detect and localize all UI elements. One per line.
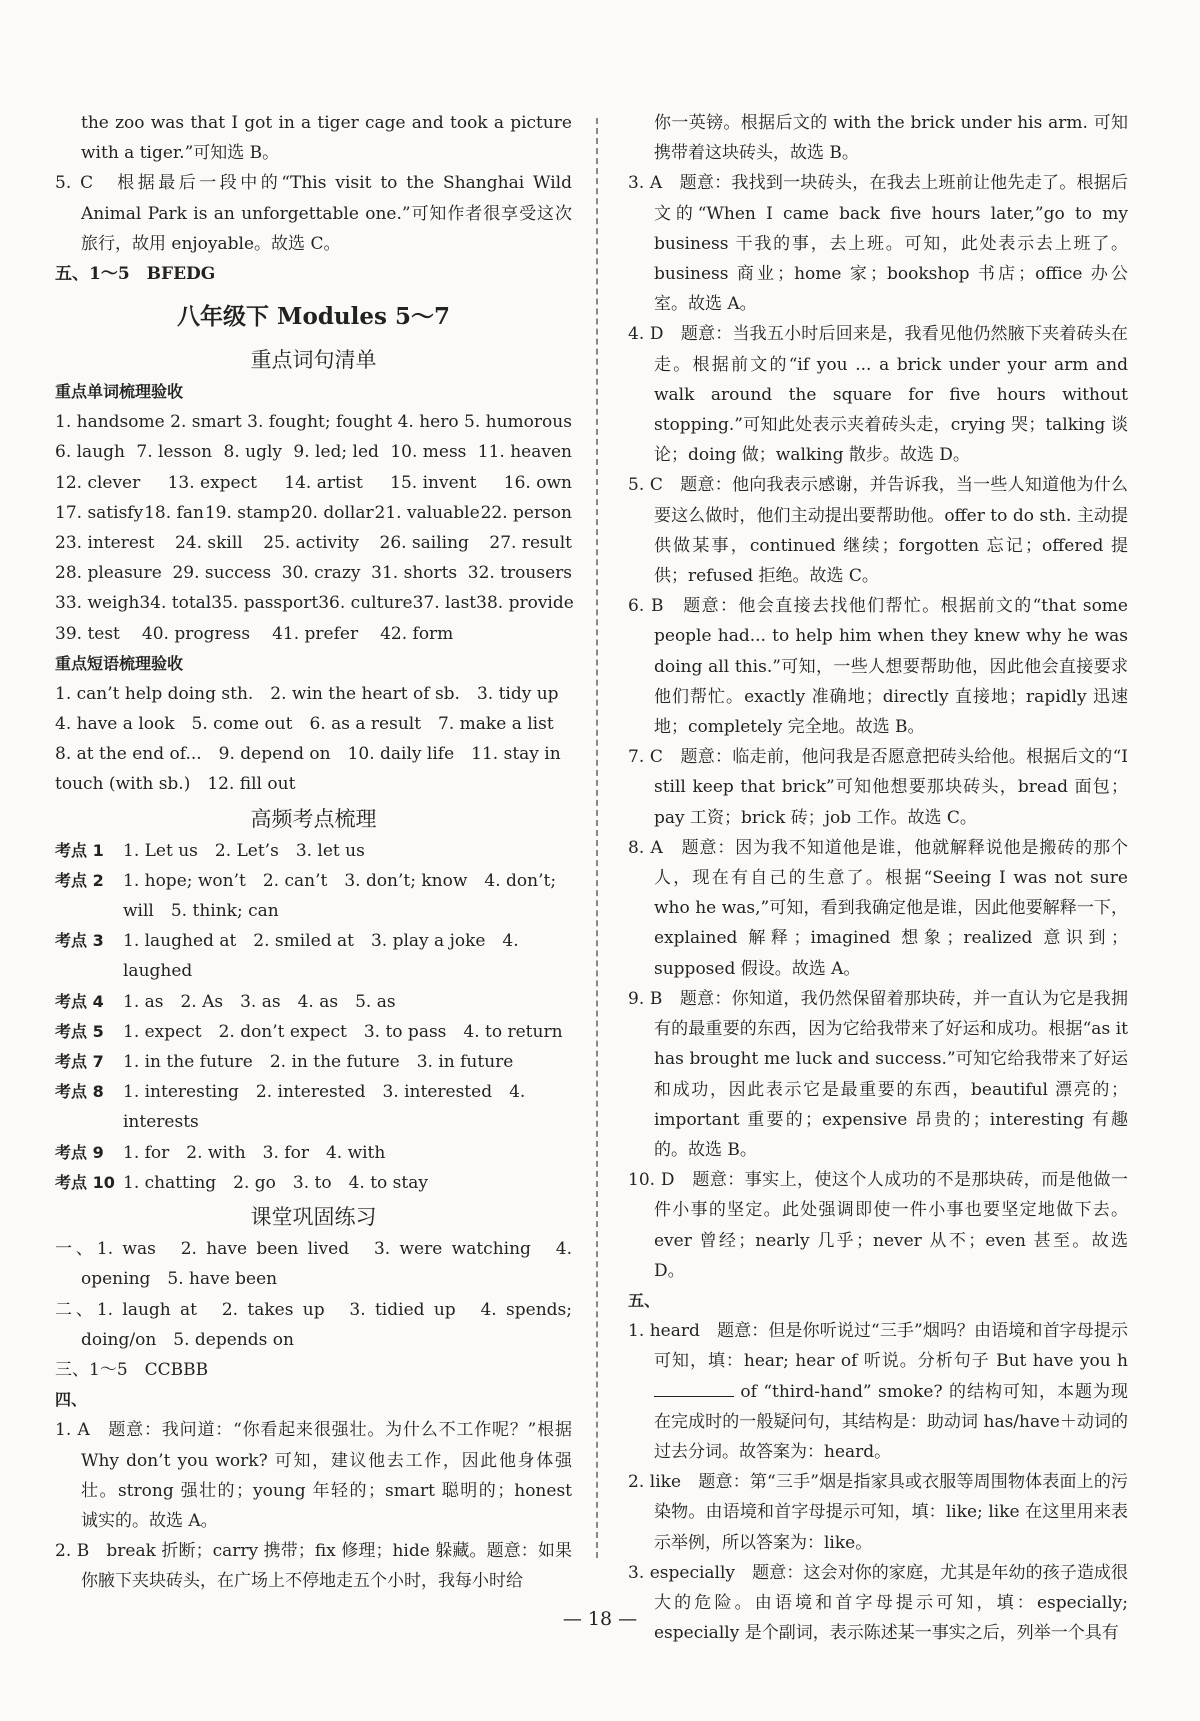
vocab-item: 27. result [489,533,572,554]
vocab-item: 18. fan [144,502,204,523]
section-title-vocab-phrases: 重点词句清单 [250,348,377,373]
part-four-heading: 四、 [55,1390,88,1410]
key-point-row [55,836,572,866]
key-point-answers: 1. as 2. As 3. as 4. as 5. as [123,991,396,1012]
practice-line: 二、1. laugh at 2. takes up 3. tidied up 4. spends; doing/on 5. depends on [55,1299,572,1350]
vocab-item: 32. trousers [467,563,572,584]
vocab-item: 13. expect [167,472,257,493]
key-point-row [55,1047,572,1077]
key-point-answers: 1. chatting 2. go 3. to 4. to stay [123,1172,428,1193]
key-point-label: 考点 1 [55,840,104,860]
vocab-item: 15. invent [390,472,477,493]
vocab-row [55,558,572,588]
vocab-item: 39. test [55,623,120,644]
vocab-item: 10. mess [390,442,467,463]
vocab-item: 14. artist [284,472,363,493]
section-title-practice: 课堂巩固练习 [250,1205,377,1230]
answer-item: 3. A 题意：我找到一块砖头，在我去上班前让他先走了。根据后文的“When I came back five hours later,”go to my business 干我的事，去上班。可知，此处表示去上班了。business 商业；home 家；bookshop 书店；office 办公室。故选 A。 [628,173,1128,315]
vocab-item: 40. progress [141,623,251,644]
vocab-item: 25. activity [263,533,360,554]
practice-line: 三、1～5 CCBBB [55,1359,209,1380]
vocab-item: 11. heaven [477,442,572,463]
phrase-line: 4. have a look 5. come out 6. as a result 7. make a list [55,714,554,735]
vocab-item: 5. humorous [464,412,572,433]
key-point-answers: 1. for 2. with 3. for 4. with [123,1142,386,1163]
vocab-list [55,407,572,649]
vocab-row [55,588,572,618]
intro-line-2: 5. C 根据最后一段中的“This visit to the Shanghai Wild Animal Park is an unforgettable one.”可知作者很享受这次旅行，故用 enjoyable。故选 C。 [55,173,572,254]
vocab-item: 7. lesson [136,442,213,463]
key-point-row [55,1077,572,1137]
answer-list [628,168,1128,1286]
vocab-item: 37. last [412,593,477,614]
key-point-answers: 1. Let us 2. Let’s 3. let us [123,840,365,861]
key-point-row [55,1017,572,1047]
left-column [55,108,572,1597]
vocab-item: 35. passport [211,593,319,614]
answer-item: 7. C 题意：临走前，他问我是否愿意把砖头给他。根据后文的“I still keep that brick”可知他想要那块砖头，bread 面包；pay 工资；brick 砖；job 工作。故选 C。 [628,747,1128,828]
phrase-line: touch (with sb.) 12. fill out [55,774,296,795]
vocab-item: 31. shorts [371,563,458,584]
phrase-subtitle: 重点短语梳理验收 [55,653,184,673]
vocab-item: 17. satisfy [55,502,144,523]
vocab-item: 19. stamp [204,502,290,523]
key-point-label: 考点 4 [55,991,104,1011]
column-divider [596,118,598,1558]
vocab-item: 4. hero [397,412,459,433]
answer-text: 1. heard 题意：但是你听说过“三手”烟吗？由语境和首字母提示可知，填：hear; hear of 听说。分析句子 But have you h [628,1321,1128,1372]
answer-item: 5. C 题意：他向我表示感谢，并告诉我，当一些人知道他为什么要这么做时，他们主动提出要帮助他。offer to do sth. 主动提供做某事，continued 继续；forgotten 忘记；offered 提供；refused 拒绝。故选 C。 [628,475,1128,587]
vocab-item: 28. pleasure [55,563,162,584]
vocab-item: 38. provide [476,593,574,614]
answer-item: 6. B 题意：他会直接去找他们帮忙。根据前文的“that some people had... to help him when they knew why he was doing all this.”可知，一些人想要帮助他，因此他会直接要求他们帮忙。exactly 准确地；directly 直接地；rapidly 迅速地；completely 完全地。故选 B。 [628,596,1128,738]
vocab-item: 3. fought; fought [247,412,393,433]
key-point-label: 考点 10 [55,1172,115,1192]
vocab-item: 42. form [380,623,454,644]
key-points-list [55,836,572,1198]
answer-item [628,1316,1128,1467]
answer-item: 2. B break 折断；carry 携带；fix 修理；hide 躲藏。题意：如果你腋下夹块砖头，在广场上不停地走五个小时，我每小时给 [55,1541,572,1592]
section-title-key-points: 高频考点梳理 [250,806,377,831]
vocab-item: 1. handsome [55,412,165,433]
phrase-line: 8. at the end of... 9. depend on 10. daily life 11. stay in [55,744,561,765]
vocab-item: 21. valuable [374,502,480,523]
vocab-item: 22. person [480,502,572,523]
phrase-line: 1. can’t help doing sth. 2. win the heart of sb. 3. tidy up [55,683,559,704]
right-column [628,108,1128,1648]
chapter-title: 八年级下 Modules 5～7 [177,303,450,331]
vocab-item: 26. sailing [379,533,469,554]
vocab-item: 29. success [172,563,272,584]
key-point-row [55,987,572,1017]
answer-item: 2. like 题意：第“三手”烟是指家具或衣服等周围物体表面上的污染物。由语境和首字母提示可知，填：like; like 在这里用来表示举例，所以答案为：like。 [628,1472,1128,1553]
answer-item: 10. D 题意：事实上，使这个人成功的不是那块砖，而是他做一件小事的坚定。此处强调即使一件小事也要坚定地做下去。ever 曾经；nearly 几乎；never 从不；even 甚至。故选 D。 [628,1170,1128,1281]
key-point-row [55,1168,572,1198]
key-point-label: 考点 2 [55,870,104,890]
vocab-item: 30. crazy [281,563,361,584]
answer-item: 8. A 题意：因为我不知道他是谁，他就解释说他是搬砖的那个人，现在有自己的生意了。根据“Seeing I was not sure who he was,”可知，看到我确定他是谁，因此他要解释一下，explained 解释；imagined 想象；realized 意识到；supposed 假设。故选 A。 [628,837,1128,979]
key-point-answers: 1. hope; won’t 2. can’t 3. don’t; know 4. don’t; will 5. think; can [123,870,557,922]
vocab-item: 12. clever [55,472,141,493]
vocab-row [55,437,572,467]
key-point-row [55,1138,572,1168]
vocab-item: 6. laugh [55,442,125,463]
vocab-item: 34. total [139,593,212,614]
key-point-answers: 1. in the future 2. in the future 3. in future [123,1052,514,1073]
vocab-item: 2. smart [170,412,242,433]
vocab-item: 36. culture [318,593,413,614]
answer-item: 1. A 题意：我问道：“你看起来很强壮。为什么不工作呢？”根据 Why don’t you work? 可知，建议他去工作，因此他身体强壮。strong 强壮的；young 年轻的；smart 聪明的；honest 诚实的。故选 A。 [55,1420,572,1531]
key-point-label: 考点 7 [55,1052,104,1072]
key-point-label: 考点 8 [55,1082,104,1102]
answer-item: 9. B 题意：你知道，我仍然保留着那块砖，并一直认为它是我拥有的最重要的东西，因为它给我带来了好运和成功。根据“as it has brought me luck and success.”可知它给我带来了好运和成功，因此表示它是最重要的东西，beautiful 漂亮的；important 重要的；expensive 昂贵的；interesting 有趣的。故选 B。 [628,988,1128,1160]
vocab-item: 16. own [503,472,572,493]
intro-line-3: 五、1～5 BFEDG [55,264,216,285]
key-point-answers: 1. interesting 2. interested 3. interested 4. interests [123,1082,526,1133]
fill-blank [654,1382,734,1397]
vocab-item: 20. dollar [290,502,374,523]
key-point-row [55,926,572,986]
intro-line-1: the zoo was that I got in a tiger cage and took a picture with a tiger.”可知选 B。 [81,113,572,164]
vocab-item: 23. interest [55,533,155,554]
vocab-row [55,407,572,437]
answer-item: 4. D 题意：当我五小时后回来是，我看见他仍然腋下夹着砖头在走。根据前文的“if you ... a brick under your arm and walk around the square for five hours without stopping.”可知此处表示夹着砖头走，crying 哭；talking 谈论；doing 做；walking 散步。故选 D。 [628,324,1128,466]
vocab-row [55,619,572,649]
part-five-heading: 五、 [628,1290,661,1310]
vocab-row [55,498,572,528]
vocab-item: 24. skill [174,533,243,554]
key-point-answers: 1. laughed at 2. smiled at 3. play a joke 4. laughed [123,931,519,982]
page-number: — 18 — [562,1608,638,1630]
answer-text: of “third-hand” smoke? 的结构可知，本题为现在完成时的一般疑问句，其结构是：助动词 has/have＋动词的过去分词。故答案为：heard。 [654,1381,1128,1462]
vocab-item: 41. prefer [272,623,359,644]
vocab-item: 8. ugly [223,442,283,463]
practice-line: 一、1. was 2. have been lived 3. were watching 4. opening 5. have been [55,1239,572,1290]
continued-text: 你一英镑。根据后文的 with the brick under his arm. 可知携带着这块砖头，故选 B。 [654,113,1128,164]
vocab-row [55,468,572,498]
vocab-item: 9. led; led [293,442,379,463]
key-point-label: 考点 5 [55,1021,104,1041]
key-point-label: 考点 9 [55,1142,104,1162]
answer-item: 3. especially 题意：这会对你的家庭，尤其是年幼的孩子造成很大的危险。由语境和首字母提示可知，填：especially; especially 是个副词，表示陈述某一事实之后，列举一个具有 [628,1562,1128,1644]
vocab-subtitle: 重点单词梳理验收 [55,382,184,402]
key-point-answers: 1. expect 2. don’t expect 3. to pass 4. to return [123,1021,563,1042]
key-point-row [55,866,572,926]
vocab-item: 33. weigh [55,593,140,614]
key-point-label: 考点 3 [55,931,104,951]
vocab-row [55,528,572,558]
